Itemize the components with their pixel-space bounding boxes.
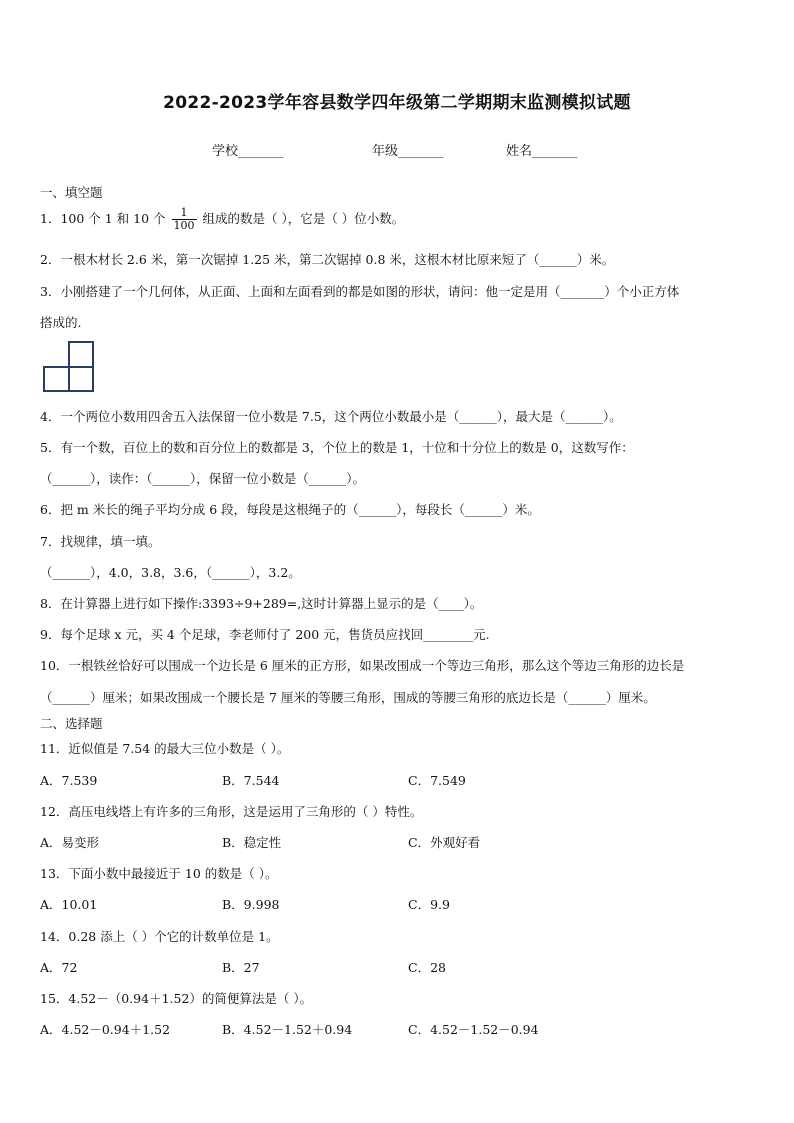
q11-option-c: C．7.549 [408,773,466,788]
q14-option-a: A．72 [40,960,78,975]
question-11: 11．近似值是 7.54 的最大三位小数是（ ）。 [40,741,290,756]
question-1-part-a: 1．100 个 1 和 10 个 [40,211,166,226]
question-5-line-1: 5．有一个数，百位上的数和百分位上的数都是 3，个位上的数是 1，十位和十分位上的数是 0，这数写作： [40,440,634,455]
q11-option-a: A．7.539 [40,773,98,788]
figure-square-top [69,342,93,367]
figure-square-bottom-right [69,367,93,391]
q13-option-c: C．9.9 [408,897,450,912]
name-field: 姓名_______ [506,144,578,159]
fraction [172,207,197,232]
question-10-line-1: 10．一根铁丝恰好可以围成一个边长是 6 厘米的正方形，如果改围成一个等边三角形，那么这个等边三角形的边长是 [40,658,685,673]
question-15: 15．4.52－（0.94＋1.52）的简便算法是（ ）。 [40,991,313,1006]
q12-option-c: C．外观好看 [408,835,481,850]
fraction-denominator: 100 [173,219,195,232]
question-12: 12．高压电线塔上有许多的三角形，这是运用了三角形的（ ）特性。 [40,804,423,819]
school-field: 学校_______ [212,144,284,159]
question-8: 8．在计算器上进行如下操作:3393÷9+289=,这时计算器上显示的是（____）。 [40,596,483,611]
cube-view-figure [43,341,95,393]
q15-option-b: B．4.52－1.52＋0.94 [222,1022,353,1037]
question-5-line-2: （______），读作：（______），保留一位小数是（______）。 [40,471,366,486]
question-9: 9．每个足球 x 元，买 4 个足球，李老师付了 200 元，售货员应找回________元. [40,627,490,642]
question-7-line-1: 7．找规律，填一填。 [40,534,161,549]
fraction-numerator: 1 [172,207,197,220]
question-3-line-2: 搭成的. [40,315,82,330]
q12-option-b: B．稳定性 [222,835,282,850]
question-1-part-b: 组成的数是（ ），它是（ ）位小数。 [202,211,405,226]
question-7-line-2: （______），4.0，3.8，3.6，（______），3.2。 [40,565,301,580]
q12-option-a: A．易变形 [40,835,100,850]
section-fill-in: 一、填空题 [40,185,103,200]
question-14: 14．0.28 添上（ ）个它的计数单位是 1。 [40,929,279,944]
q14-option-b: B．27 [222,960,260,975]
question-3-line-1: 3．小刚搭建了一个几何体，从正面、上面和左面看到的都是如图的形状，请问：他一定是用（_______）个小正方体 [40,284,680,299]
q15-option-a: A．4.52－0.94＋1.52 [40,1022,171,1037]
q15-option-c: C．4.52－1.52－0.94 [408,1022,539,1037]
question-1 [40,207,404,232]
grade-field: 年级_______ [372,144,444,159]
q14-option-c: C．28 [408,960,446,975]
q13-option-b: B．9.998 [222,897,280,912]
question-13: 13．下面小数中最接近于 10 的数是（ ）。 [40,866,278,881]
q13-option-a: A．10.01 [40,897,98,912]
question-6: 6．把 m 米长的绳子平均分成 6 段，每段是这根绳子的（______），每段长（______）米。 [40,502,540,517]
q11-option-b: B．7.544 [222,773,280,788]
question-10-line-2: （______）厘米；如果改围成一个腰长是 7 厘米的等腰三角形，围成的等腰三角形的底边长是（______）厘米。 [40,690,656,705]
section-choice: 二、选择题 [40,716,103,731]
figure-square-bottom-left [44,367,69,391]
question-4: 4．一个两位小数用四舍五入法保留一位小数是 7.5，这个两位小数最小是（______），最大是（______）。 [40,409,622,424]
question-2: 2．一根木材长 2.6 米，第一次锯掉 1.25 米，第二次锯掉 0.8 米，这根木材比原来短了（______）米。 [40,252,615,267]
page-title: 2022-2023学年容县数学四年级第二学期期末监测模拟试题 [163,93,631,113]
